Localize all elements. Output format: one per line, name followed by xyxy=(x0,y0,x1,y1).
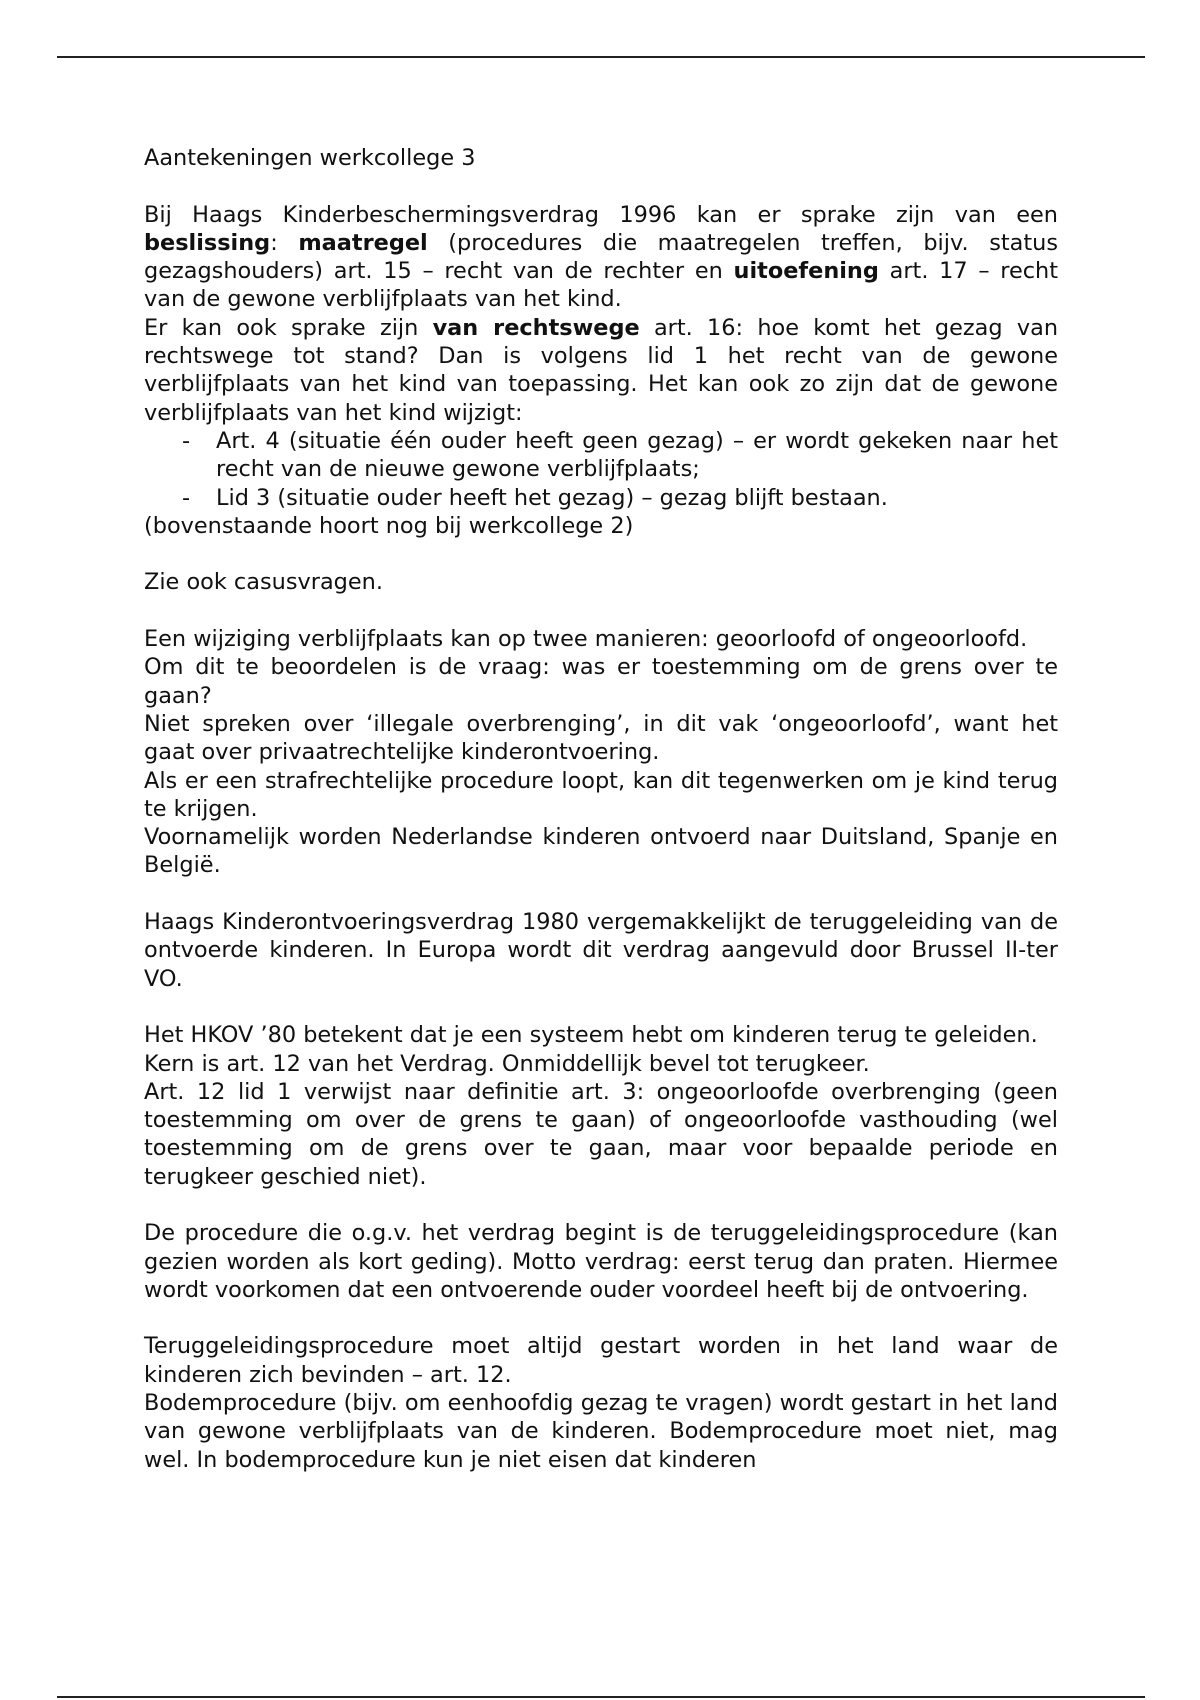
paragraph: De procedure die o.g.v. het verdrag begint is de teruggeleidingsprocedure (kan gezien worden als kort geding). Motto verdrag: eerst terug dan praten. Hiermee wordt voorkomen dat een ontvoerende ouder voordeel heeft bij de ontvoering. xyxy=(144,1220,1058,1303)
paragraph-note: (bovenstaande hoort nog bij werkcollege 2) xyxy=(144,512,634,539)
document-body xyxy=(144,144,1058,1474)
paragraph-van-rechtswege: Er kan ook sprake zijn van rechtswege art. 16: hoe komt het gezag van rechtswege tot stand? Dan is volgens lid 1 het recht van de gewone verblijfplaats van het kind van toepassing. Het kan ook zo zijn dat de gewone verblijfplaats van het kind wijzigt: xyxy=(144,314,1059,426)
paragraph: Teruggeleidingsprocedure moet altijd gestart worden in het land waar de kinderen zich bevinden – art. 12. xyxy=(144,1333,1058,1388)
dash-marker: - xyxy=(182,484,191,511)
term-maatregel: maatregel xyxy=(298,229,428,256)
paragraph: Het HKOV ’80 betekent dat je een systeem hebt om kinderen terug te geleiden. xyxy=(144,1022,1038,1049)
header-rule xyxy=(57,56,1145,58)
paragraph: Om dit te beoordelen is de vraag: was er toestemming om de grens over te gaan? xyxy=(144,654,1058,709)
paragraph-casusvragen: Zie ook casusvragen. xyxy=(144,569,383,596)
paragraph-hkbv-1996: Bij Haags Kinderbeschermingsverdrag 1996 kan er sprake zijn van een beslissing: maatregel (procedures die maatregelen treffen, bijv. status gezagshouders) art. 15 – recht van de rechter en uitoefening art. 17 – recht van de gewone verblijfplaats van het kind. xyxy=(144,201,1059,313)
footer-rule xyxy=(57,1696,1145,1698)
list-item: - Lid 3 (situatie ouder heeft het gezag) – gezag blijft bestaan. xyxy=(182,484,888,511)
paragraph: Voornamelijk worden Nederlandse kinderen ontvoerd naar Duitsland, Spanje en België. xyxy=(144,824,1058,879)
term-van-rechtswege: van rechtswege xyxy=(432,314,640,341)
document-title: Aantekeningen werkcollege 3 xyxy=(144,145,476,171)
paragraph: Haags Kinderontvoeringsverdrag 1980 vergemakkelijkt de teruggeleiding van de ontvoerde kinderen. In Europa wordt dit verdrag aangevuld door Brussel II-ter VO. xyxy=(144,909,1058,992)
term-beslissing: beslissing xyxy=(144,229,271,256)
list-item: - Art. 4 (situatie één ouder heeft geen gezag) – er wordt gekeken naar het recht van de nieuwe gewone verblijfplaats; xyxy=(182,427,1058,483)
paragraph: Een wijziging verblijfplaats kan op twee manieren: geoorloofd of ongeoorloofd. xyxy=(144,626,1028,653)
paragraph: Als er een strafrechtelijke procedure loopt, kan dit tegenwerken om je kind terug te krijgen. xyxy=(144,767,1058,822)
dash-marker: - xyxy=(182,427,191,454)
paragraph: Niet spreken over ‘illegale overbrenging’, in dit vak ‘ongeoorloofd’, want het gaat over privaatrechtelijke kinderontvoering. xyxy=(144,710,1058,766)
paragraph: Art. 12 lid 1 verwijst naar definitie art. 3: ongeoorloofde overbrenging (geen toestemming om over de grens te gaan) of ongeoorloofde vasthouding (wel toestemming om de grens over te gaan, maar voor bepaalde periode en terugkeer geschied niet). xyxy=(144,1078,1058,1190)
paragraph: Kern is art. 12 van het Verdrag. Onmiddellijk bevel tot terugkeer. xyxy=(144,1050,870,1077)
paragraph: Bodemprocedure (bijv. om eenhoofdig gezag te vragen) wordt gestart in het land van gewone verblijfplaats van de kinderen. Bodemprocedure moet niet, mag wel. In bodemprocedure kun je niet eisen dat kinderen xyxy=(144,1390,1058,1473)
term-uitoefening: uitoefening xyxy=(733,258,879,285)
bullet-list xyxy=(144,427,1058,512)
